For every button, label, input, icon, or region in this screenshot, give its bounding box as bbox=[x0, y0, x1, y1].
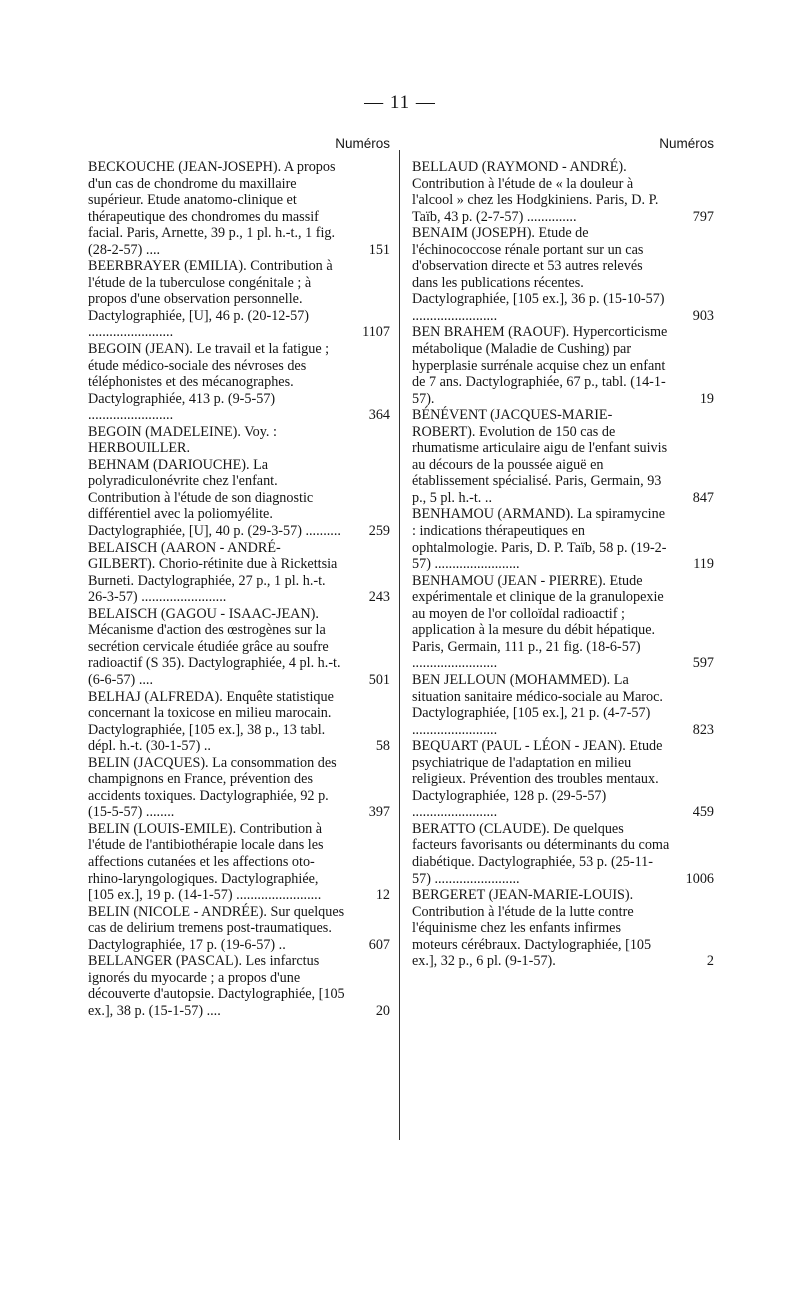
bibliography-entry bbox=[88, 953, 388, 1019]
entry-number: 397 bbox=[368, 804, 390, 821]
author-given-names: (JACQUES-MARIE-ROBERT). bbox=[412, 407, 613, 440]
author-surname: BEGOIN bbox=[88, 341, 142, 358]
entry-number: 501 bbox=[368, 671, 390, 688]
bibliography-entry bbox=[412, 887, 712, 970]
author-surname: BERATTO bbox=[412, 820, 476, 837]
author-surname: BEN JELLOUN bbox=[412, 671, 507, 688]
bibliography-entry bbox=[88, 159, 388, 258]
author-surname: BELAISCH bbox=[88, 539, 158, 556]
page-number: — 11 — bbox=[364, 92, 436, 113]
entry-number: 797 bbox=[692, 208, 714, 225]
entry-number: 20 bbox=[375, 1002, 390, 1019]
entry-description: Voy. : HERBOUILLER. bbox=[88, 423, 277, 457]
right-column bbox=[412, 136, 712, 970]
entry-number: 19 bbox=[699, 390, 714, 407]
author-given-names: (RAYMOND - ANDRÉ). bbox=[481, 159, 627, 175]
author-surname: BEGOIN bbox=[88, 423, 142, 440]
entry-description: Le travail et la fatigue ; étude médico-sociale des névroses des téléphonistes et des mécanographes. Dactylographiée, 413 p. (9-5-57) ........................ bbox=[88, 341, 330, 424]
author-surname: BENHAMOU bbox=[412, 506, 494, 523]
author-surname: BENAIM bbox=[412, 225, 468, 242]
author-surname: BEQUART bbox=[412, 738, 478, 755]
entry-number: 1006 bbox=[685, 870, 714, 887]
entry-number: 459 bbox=[692, 804, 714, 821]
author-given-names: (JOSEPH). bbox=[471, 225, 535, 242]
entry-number: 259 bbox=[368, 523, 390, 540]
entry-number: 1107 bbox=[362, 324, 390, 341]
author-given-names: (EMILIA). bbox=[184, 258, 247, 275]
entry-number: 58 bbox=[375, 738, 390, 755]
author-surname: BELAISCH bbox=[88, 605, 158, 622]
author-surname: BECKOUCHE bbox=[88, 159, 175, 175]
left-entry-list bbox=[88, 159, 388, 1019]
bibliography-entry bbox=[88, 606, 388, 689]
bibliography-entry bbox=[412, 506, 712, 572]
left-column bbox=[88, 136, 388, 1019]
entry-description: A propos d'un cas de chondrome du maxillaire supérieur. Etude anatomo-clinique et thérapeutique des chondromes du massif facial. Paris, Arnette, 39 p., 1 pl. h.-t., 1 fig. (28-2-57) .... bbox=[88, 159, 336, 258]
author-given-names: (GAGOU - ISAAC-JEAN). bbox=[160, 605, 319, 622]
author-surname: BÉNÉVENT bbox=[412, 407, 487, 424]
author-surname: BEHNAM bbox=[88, 456, 150, 473]
author-given-names: (JEAN-MARIE-LOUIS). bbox=[488, 887, 634, 904]
author-surname: BELIN bbox=[88, 754, 130, 771]
author-given-names: (JEAN - PIERRE). bbox=[497, 572, 606, 589]
bibliography-entry bbox=[412, 407, 712, 506]
entry-description: Mécanisme d'action des œstrogènes sur la secrétion cervicale étudiée grâce au soufre radioactif (S 35). Dactylographiée, 4 pl. h.-t. (6-6-57) .... bbox=[88, 622, 341, 688]
entry-number: 119 bbox=[693, 556, 714, 573]
right-entry-list bbox=[412, 159, 712, 970]
author-surname: BELLANGER bbox=[88, 953, 173, 970]
entry-description: Sur quelques cas de delirium tremens post-traumatiques. Dactylographiée, 17 p. (19-6-57) .. bbox=[88, 903, 345, 953]
entry-description: Enquête statistique concernant la toxicose en milieu marocain. Dactylographiée, [105 ex.], 38 p., 13 tabl. dépl. h.-t. (30-1-57) .. bbox=[88, 688, 334, 755]
entry-number: 903 bbox=[692, 307, 714, 324]
author-given-names: (LOUIS-EMILE). bbox=[133, 820, 237, 837]
author-given-names: (PAUL - LÉON - JEAN). bbox=[481, 738, 626, 755]
entry-number: 12 bbox=[375, 887, 390, 904]
author-surname: BENHAMOU bbox=[412, 572, 494, 589]
bibliography-entry bbox=[412, 821, 712, 887]
column-header-right: Numéros bbox=[659, 136, 714, 151]
bibliography-entry bbox=[88, 755, 388, 821]
author-given-names: (MOHAMMED). bbox=[509, 671, 611, 688]
author-given-names: (MADELEINE). bbox=[145, 423, 241, 440]
entry-description: La polyradiculonévrite chez l'enfant. Contribution à l'étude de son diagnostic différentiel avec la poliomyélite. Dactylographiée, [U], 40 p. (29-3-57) .......... bbox=[88, 456, 341, 540]
author-given-names: (NICOLE - ANDRÉE). bbox=[133, 903, 267, 920]
entry-number: 243 bbox=[368, 589, 390, 606]
bibliography-entry bbox=[88, 457, 388, 540]
bibliography-entry bbox=[412, 324, 712, 407]
bibliography-entry bbox=[412, 159, 712, 225]
bibliography-entry bbox=[412, 738, 712, 821]
author-surname: BELHAJ bbox=[88, 688, 141, 705]
entry-description: Les infarctus ignorés du myocarde ; a propos d'une découverte d'autopsie. Dactylographiée, [105 ex.], 38 p. (15-1-57) .... bbox=[88, 953, 345, 1019]
entry-number: 607 bbox=[368, 936, 390, 953]
author-surname: BELLAUD bbox=[412, 159, 479, 175]
entry-number: 597 bbox=[692, 655, 714, 672]
bibliography-entry bbox=[88, 689, 388, 755]
column-divider bbox=[399, 150, 400, 1140]
entry-description: Contribution à l'étude de la lutte contre l'équinisme chez les enfants infirmes moteurs cérébraux. Dactylographiée, [105 ex.], 32 p., 6 pl. (9-1-57). bbox=[412, 903, 652, 970]
entry-number: 847 bbox=[692, 489, 714, 506]
bibliography-entry bbox=[88, 258, 388, 341]
bibliography-entry bbox=[88, 821, 388, 904]
entry-description: La situation sanitaire médico-sociale au Maroc. Dactylographiée, [105 ex.], 21 p. (4-7-57) ........................ bbox=[412, 671, 663, 738]
entry-description: De quelques facteurs favorisants ou déterminants du coma diabétique. Dactylographiée, 53 p. (25-11-57) ........................ bbox=[412, 820, 670, 887]
entry-description: Contribution à l'étude de l'antibiothérapie locale dans les affections cutanées et les affections oto-rhino-laryngologiques. Dactylographiée, [105 ex.], 19 p. (14-1-57) ........................ bbox=[88, 820, 324, 904]
entry-number: 823 bbox=[692, 721, 714, 738]
entry-description: La spiramycine : indications thérapeutiques en ophtalmologie. Paris, D. P. Taïb, 58 p. (19-2-57) ........................ bbox=[412, 506, 667, 573]
bibliography-entry bbox=[412, 225, 712, 324]
bibliography-entry bbox=[88, 904, 388, 954]
entry-description: Contribution à l'étude de la tuberculose congénitale ; à propos d'une observation personnelle. Dactylographiée, [U], 46 p. (20-12-57) ........................ bbox=[88, 258, 333, 341]
entry-description: Etude de l'échinococcose rénale portant sur un cas d'observation directe et 53 autres relevés dans les publications récentes. Dactylographiée, [105 ex.], 36 p. (15-10-57) ........................ bbox=[412, 225, 665, 324]
author-surname: BELIN bbox=[88, 820, 130, 837]
bibliography-entry bbox=[412, 672, 712, 738]
author-given-names: (JEAN). bbox=[145, 341, 193, 358]
entry-number: 151 bbox=[368, 241, 390, 258]
column-header-left: Numéros bbox=[335, 136, 390, 151]
author-given-names: (AARON - ANDRÉ-GILBERT). bbox=[88, 539, 281, 573]
entry-description: Etude expérimentale et clinique de la granulopexie au moyen de l'or colloïdal radioactif ; application à la mesure du débit hépatique. Paris, Germain, 111 p., 21 fig. (18-6-57) ........................ bbox=[412, 572, 664, 672]
entry-description: Etude psychiatrique de l'adaptation en milieu religieux. Prévention des troubles mentaux. Dactylographiée, 128 p. (29-5-57) ........................ bbox=[412, 738, 663, 821]
author-given-names: (RAOUF). bbox=[508, 324, 570, 341]
author-given-names: (ALFREDA). bbox=[144, 688, 223, 705]
bibliography-entry bbox=[88, 540, 388, 606]
entry-description: Chorio-rétinite due à Rickettsia Burneti. Dactylographiée, 27 p., 1 pl. h.-t. 26-3-57) ........................ bbox=[88, 556, 338, 606]
author-given-names: (DARIOUCHE). bbox=[153, 456, 250, 473]
entry-description: La consommation des champignons en France, prévention des accidents toxiques. Dactylographiée, 92 p. (15-5-57) ........ bbox=[88, 754, 337, 821]
entry-description: Evolution de 150 cas de rhumatisme articulaire aigu de l'enfant suivis au décours de la poussée aiguë en établissement spécialisé. Paris, Germain, 93 p., 5 pl. h.-t. .. bbox=[412, 423, 668, 506]
author-surname: BERGERET bbox=[412, 887, 486, 904]
author-surname: BEN BRAHEM bbox=[412, 324, 505, 341]
author-given-names: (PASCAL). bbox=[175, 953, 242, 970]
entry-description: Contribution à l'étude de « la douleur à l'alcool » chez les Hodgkiniens. Paris, D. P. Taïb, 43 p. (2-7-57) .............. bbox=[412, 175, 659, 225]
bibliography-entry bbox=[88, 341, 388, 424]
author-given-names: (JEAN-JOSEPH). bbox=[178, 159, 282, 175]
bibliography-entry bbox=[88, 424, 388, 457]
entry-number: 2 bbox=[706, 953, 714, 970]
author-given-names: (CLAUDE). bbox=[479, 820, 550, 837]
author-surname: BEERBRAYER bbox=[88, 258, 181, 275]
entry-number: 364 bbox=[368, 407, 390, 424]
author-given-names: (JACQUES). bbox=[133, 754, 209, 771]
bibliography-entry bbox=[412, 573, 712, 672]
author-given-names: (ARMAND). bbox=[497, 506, 574, 523]
entry-description: Hypercorticisme métabolique (Maladie de Cushing) par hyperplasie surrénale acquise chez un enfant de 7 ans. Dactylographiée, 67 p., tabl. (14-1-57). bbox=[412, 324, 668, 407]
author-surname: BELIN bbox=[88, 903, 130, 920]
